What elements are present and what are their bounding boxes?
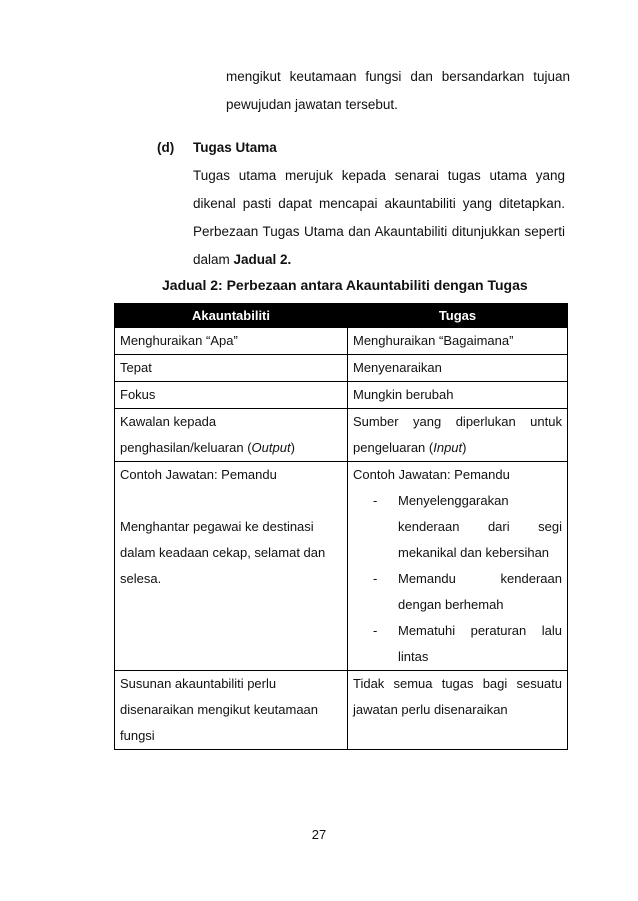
table-cell: Tepat — [115, 355, 348, 382]
table-cell: Mungkin berubah — [348, 382, 568, 409]
cell-line: Contoh Jawatan: Pemandu — [353, 467, 510, 482]
comparison-table — [114, 303, 568, 750]
table-row — [115, 382, 568, 409]
cell-line: disenaraikan mengikut keutamaan — [120, 702, 319, 717]
table-reference: Jadual 2. — [233, 252, 292, 267]
cell-line: dalam keadaan cekap, selamat dan — [120, 545, 326, 560]
section-line: Perbezaan Tugas Utama dan Akauntabiliti ditunjukkan seperti — [193, 224, 565, 239]
item-line: kenderaan dari segi — [398, 519, 562, 534]
dash-bullet: - — [373, 571, 378, 586]
item-line: lintas — [398, 649, 429, 664]
table-row — [115, 409, 568, 462]
table-header-row — [115, 304, 568, 328]
item-line: dengan berhemah — [398, 597, 504, 612]
table-cell — [348, 462, 568, 671]
item-line: Memandu kenderaan — [398, 571, 562, 586]
table-cell: Menghuraikan “Bagaimana” — [348, 328, 568, 355]
table-row — [115, 671, 568, 750]
section-line-prefix: dalam — [193, 252, 234, 267]
section-line — [193, 246, 565, 274]
table-cell — [348, 671, 568, 750]
intro-line: mengikut keutamaan fungsi dan bersandarkan tujuan — [226, 69, 570, 84]
cell-line: jawatan perlu disenaraikan — [353, 702, 508, 717]
intro-line: pewujudan jawatan tersebut. — [226, 97, 398, 112]
cell-line: Tidak semua tugas bagi sesuatu — [353, 676, 562, 691]
dash-bullet: - — [373, 623, 378, 638]
table-cell — [115, 409, 348, 462]
header-akauntabiliti: Akauntabiliti — [115, 304, 348, 328]
cell-line — [353, 435, 562, 461]
table-row — [115, 462, 568, 671]
item-line: Mematuhi peraturan lalu — [398, 623, 562, 638]
cell-text: ) — [462, 440, 467, 455]
table-caption: Jadual 2: Perbezaan antara Akauntabiliti dengan Tugas — [162, 277, 528, 293]
section-line: dikenal pasti dapat mencapai akauntabiliti yang ditetapkan. — [193, 196, 565, 211]
cell-line: Menghantar pegawai ke destinasi — [120, 519, 314, 534]
cell-italic: Output — [251, 440, 291, 455]
item-line: Menyelenggarakan — [398, 493, 509, 508]
cell-line: Contoh Jawatan: Pemandu — [120, 467, 277, 482]
table-row — [115, 328, 568, 355]
table-cell: Fokus — [115, 382, 348, 409]
cell-spacer — [353, 723, 562, 749]
cell-line: Kawalan kepada — [120, 414, 217, 429]
section-line: Tugas utama merujuk kepada senarai tugas utama yang — [193, 168, 565, 183]
cell-text: pengeluaran ( — [353, 440, 434, 455]
dash-bullet: - — [373, 493, 378, 508]
cell-line — [120, 435, 342, 461]
list-item — [373, 618, 562, 670]
cell-line: fungsi — [120, 728, 155, 743]
table-cell: Menghuraikan “Apa” — [115, 328, 348, 355]
table-row — [115, 355, 568, 382]
cell-text: ) — [290, 440, 295, 455]
table-cell — [115, 462, 348, 671]
cell-line: Susunan akauntabiliti perlu — [120, 676, 277, 691]
cell-spacer — [120, 488, 342, 514]
table-cell — [115, 671, 348, 750]
cell-line: selesa. — [120, 571, 162, 586]
section-label: (d) — [157, 140, 175, 155]
section-title: Tugas Utama — [193, 140, 277, 155]
page-number: 27 — [311, 827, 327, 842]
task-list — [353, 488, 562, 670]
item-line: mekanikal dan kebersihan — [398, 545, 550, 560]
list-item — [373, 566, 562, 618]
list-item — [373, 488, 562, 566]
table-cell — [348, 409, 568, 462]
header-tugas: Tugas — [348, 304, 568, 328]
intro-paragraph — [226, 63, 570, 119]
section-d — [193, 134, 565, 274]
cell-text: penghasilan/keluaran ( — [120, 440, 252, 455]
table-cell: Menyenaraikan — [348, 355, 568, 382]
cell-line: Sumber yang diperlukan untuk — [353, 414, 562, 429]
cell-italic: Input — [433, 440, 463, 455]
